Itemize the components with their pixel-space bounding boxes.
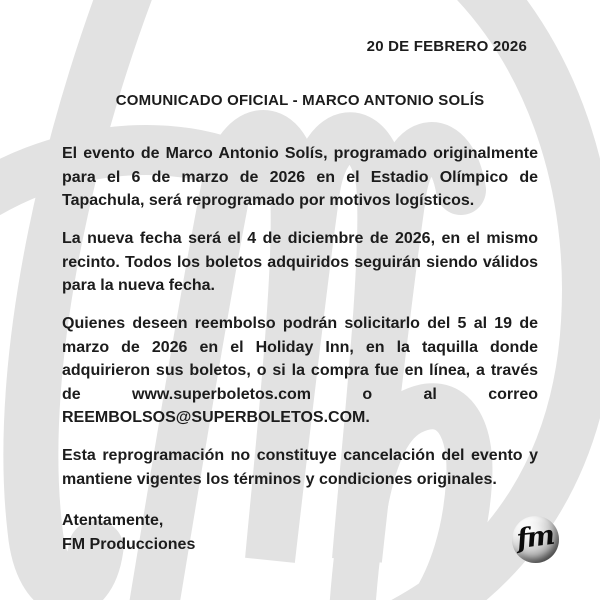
page-title: COMUNICADO OFICIAL - MARCO ANTONIO SOLÍS <box>115 92 485 109</box>
date: 20 DE FEBRERO 2026 <box>366 38 527 55</box>
body-text <box>62 142 538 491</box>
paragraph-terms: Esta reprogramación no constituye cancelación del evento y mantiene vigentes los términos y condiciones originales. <box>62 447 538 488</box>
paragraph-event-reschedule: El evento de Marco Antonio Solís, programado originalmente para el 6 de marzo de 2026 en el Estadio Olímpico de Tapachula, será reprogramado por motivos logísticos. <box>62 145 538 209</box>
closing: Atentamente, <box>62 512 164 529</box>
paragraph-new-date: La nueva fecha será el 4 de diciembre de 2026, en el mismo recinto. Todos los boletos adquiridos seguirán siendo válidos para la nueva fecha. <box>62 230 538 294</box>
fm-producciones-logo <box>512 516 559 563</box>
fm-monogram-icon: fm <box>515 519 556 556</box>
paragraph-refunds: Quienes deseen reembolso podrán solicitarlo del 5 al 19 de marzo de 2026 en el Holiday Inn, en la taquilla donde adquirieron sus boletos, o si la compra fue en línea, a través de www.superboletos.com o al correo REEMBOLSOS@SUPERBOLETOS.COM. <box>62 315 538 426</box>
signature: FM Producciones <box>62 535 196 553</box>
